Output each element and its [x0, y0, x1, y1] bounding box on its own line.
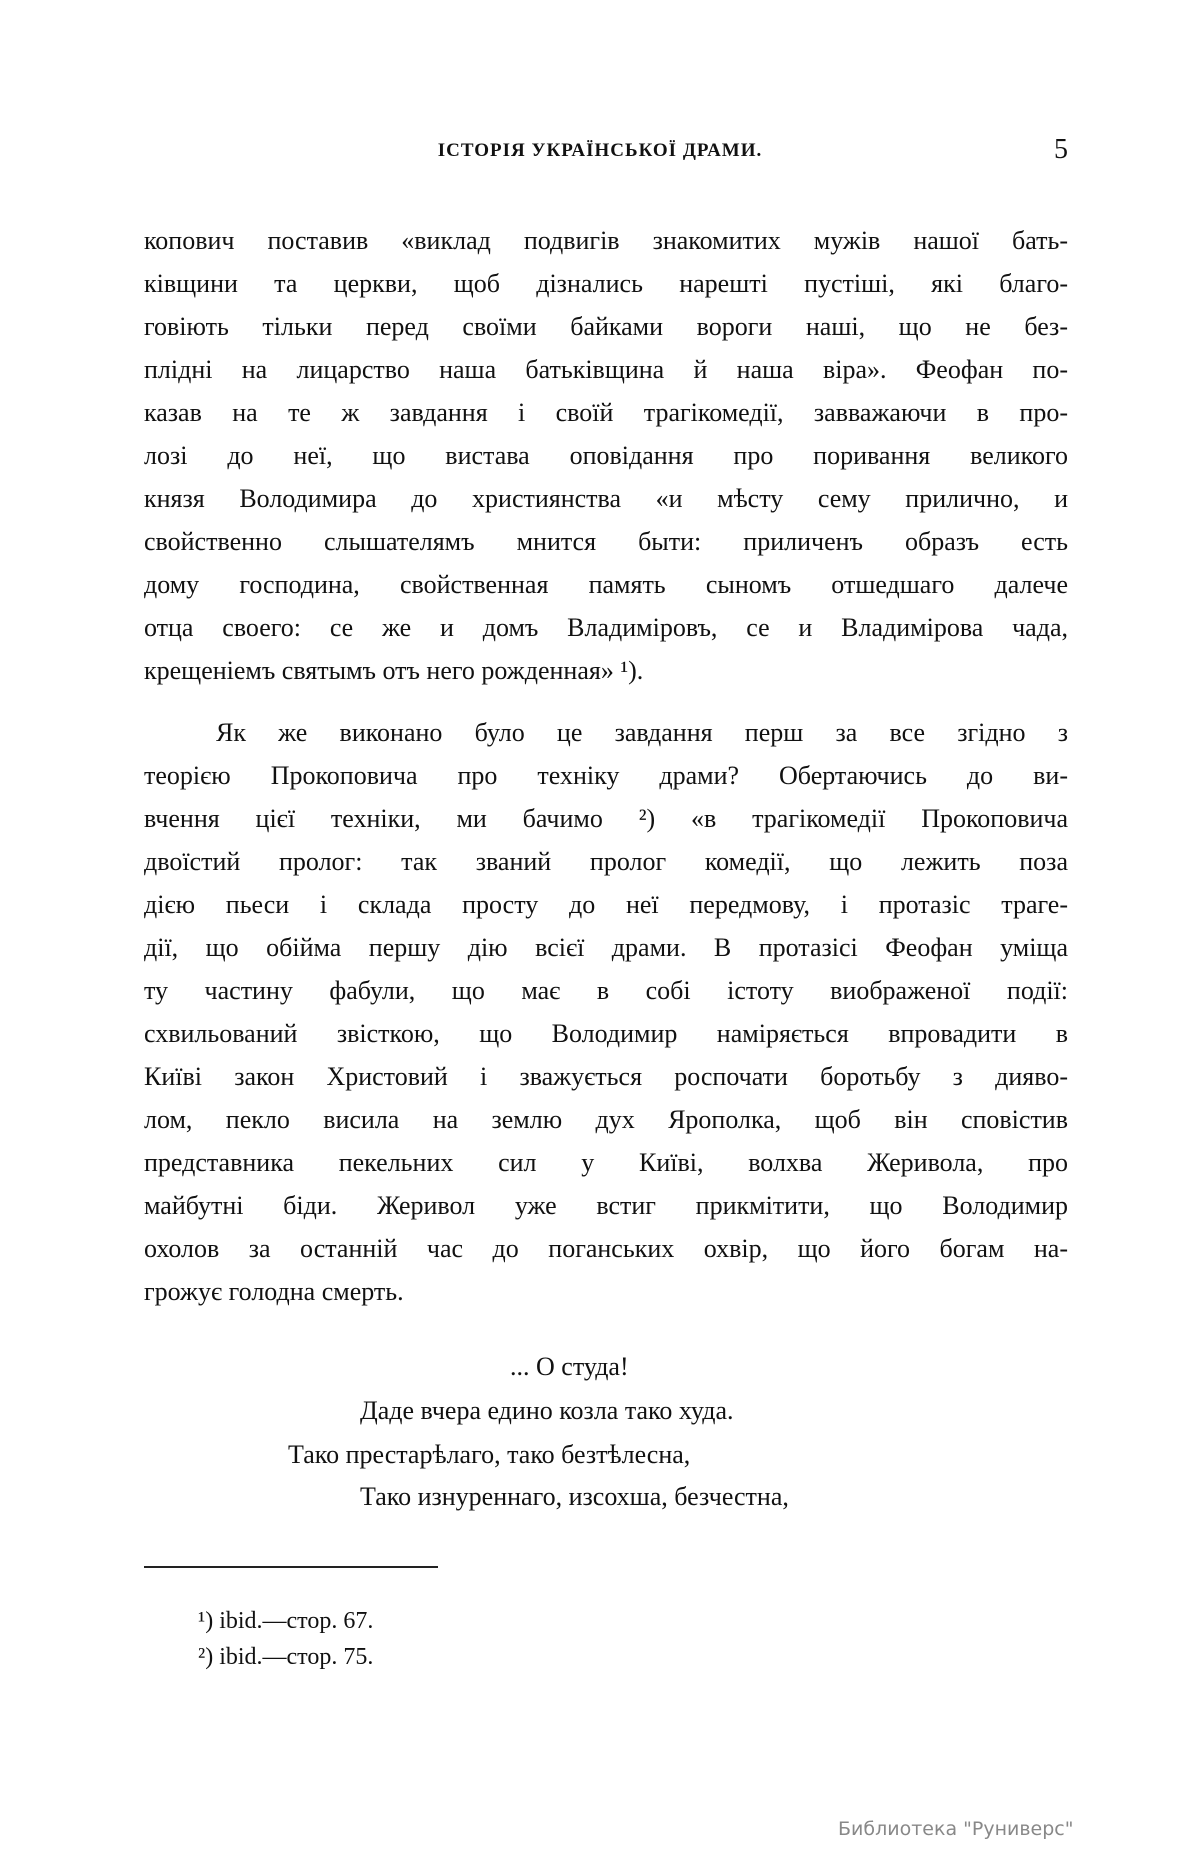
text-line: крещеніемъ святымъ отъ него рожденная» ¹).	[144, 656, 644, 685]
text-line: майбутні біди. Жеривол уже встиг прикмітити, що Володимир	[144, 1191, 1068, 1220]
text-line: дією пьеси і склада просту до неї передмову, і протазіс траге-	[144, 890, 1068, 919]
text-line: Як же виконано було це завдання перш за все згідно з	[216, 718, 1068, 747]
text-line: лозі до неї, що вистава оповідання про поривання великого	[144, 441, 1068, 470]
text-line: схвильований звісткою, що Володимир наміряється впровадити в	[144, 1019, 1068, 1048]
page-number: 5	[1054, 134, 1068, 165]
footnote-text: ibid.—стор. 67.	[219, 1608, 374, 1634]
text-line: казав на те ж завдання і своїй трагікомедії, завважаючи в про-	[144, 398, 1068, 427]
text-line: теорією Прокоповича про техніку драми? Обертаючись до ви-	[144, 761, 1068, 790]
footnote-rule	[144, 1566, 438, 1568]
text-line: Київі закон Христовий і зважується роспочати боротьбу з дияво-	[144, 1062, 1068, 1091]
verse-line: Тако престарѣлаго, тако безтѣлесна,	[288, 1440, 691, 1469]
text-line: ту частину фабули, що має в собі істоту виображеної події:	[144, 976, 1068, 1005]
text-line: свойственно слышателямъ мнится быти: приличенъ образъ есть	[144, 527, 1068, 556]
footnote-text: ibid.—стор. 75.	[219, 1644, 374, 1670]
text-line: копович поставив «виклад подвигів знакомитих мужів нашої бать-	[144, 226, 1068, 255]
text-line: плідні на лицарство наша батьківщина й наша віра». Феофан по-	[144, 355, 1068, 384]
text-line: двоїстий пролог: так званий пролог комедії, що лежить поза	[144, 847, 1068, 876]
text-line: лом, пекло висила на землю дух Ярополка, щоб він сповістив	[144, 1105, 1068, 1134]
text-line: говіють тільки перед своїми байками вороги наші, що не без-	[144, 312, 1068, 341]
verse-line: Даде вчера едино козла тако худа.	[360, 1396, 734, 1425]
footnote-mark: ¹)	[198, 1608, 214, 1634]
footnote-2	[198, 1644, 373, 1671]
library-watermark: Библиотека "Руниверс"	[838, 1818, 1074, 1840]
footnote-1	[198, 1608, 373, 1635]
text-line: грожує голодна смерть.	[144, 1277, 404, 1306]
text-line: дії, що обійма першу дію всієї драми. В протазісі Феофан уміща	[144, 933, 1068, 962]
running-title: ІСТОРІЯ УКРАЇНСЬКОЇ ДРАМИ.	[437, 140, 763, 161]
text-line: ківщини та церкви, щоб дізнались нарешті пустіші, які благо-	[144, 269, 1068, 298]
text-line: охолов за останній час до поганських охвір, що його богам на-	[144, 1234, 1068, 1263]
text-line: дому господина, свойственная память сыномъ отшедшаго далече	[144, 570, 1068, 599]
text-line: представника пекельних сил у Київі, волхва Жеривола, про	[144, 1148, 1068, 1177]
text-line: отца своего: се же и домъ Владиміровъ, се и Владимірова чада,	[144, 613, 1068, 642]
text-line: вчення цієї техніки, ми бачимо ²) «в трагікомедії Прокоповича	[144, 804, 1068, 833]
text-line: князя Володимира до християнства «и мѣсту сему прилично, и	[144, 484, 1068, 513]
verse-line: ... О студа!	[510, 1352, 629, 1381]
verse-line: Тако изнуреннаго, изсохша, безчестна,	[360, 1482, 789, 1511]
footnote-mark: ²)	[198, 1644, 214, 1670]
